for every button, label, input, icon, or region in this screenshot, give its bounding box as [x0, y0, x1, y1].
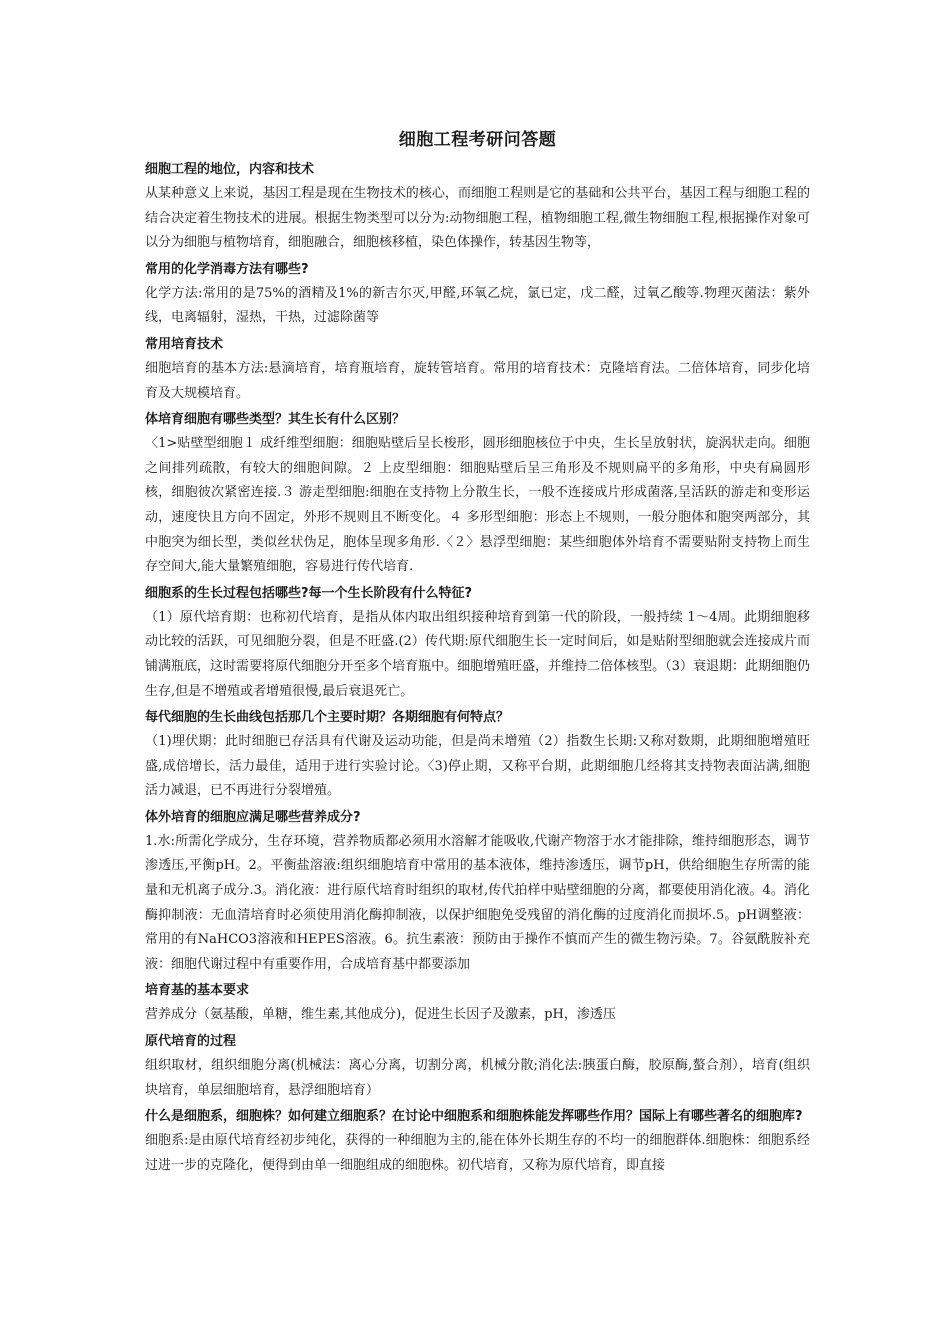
section-body: 1.水:所需化学成分，生存环境，营养物质都必须用水溶解才能吸收,代谢产物溶于水才能排除，维持细胞形态，调节渗透压,平衡pH。2。平衡盐溶液:组织细胞培育中常用的基本液体，维持渗透压，调节pH，供给细胞生存所需的能量和无机离子成分.3。消化液：进行原代培育时组织的取材,传代拍样中贴壁细胞的分离，都要使用消化液。4。消化酶抑制液：无血清培育时必须使用消化酶抑制液，以保护细胞免受残留的消化酶的过度消化而损坏.5。pH调整液：常用的有NaHCO3溶液和HEPES溶液。6。抗生素液：预防由于操作不慎而产生的微生物污染。7。谷氨酰胺补充液：细胞代谢过程中有重要作用，合成培育基中都要添加: [145, 833, 810, 972]
section-heading: 常用培育技术: [145, 336, 224, 352]
section-body: 〈1>贴壁型细胞１ 成纤维型细胞：细胞贴壁后呈长梭形，圆形细胞核位于中央，生长呈放射状，旋涡状走向。细胞之间排列疏散，有较大的细胞间隙。２ 上皮型细胞：细胞贴壁后呈三角形及不规则扁平的多角形，中央有扁圆形核，细胞彼次紧密连接.３ 游走型细胞:细胞在支持物上分散生长，一般不连接成片形成菌落,呈活跃的游走和变形运动，速度快且方向不固定，外形不规则且不断变化。４ 多形型细胞：形态上不规则，一般分胞体和胞突两部分，其中胞突为细长型，类似丝状伪足，胞体呈现多角形.〈２〉悬浮型细胞：某些细胞体外培育不需要贴附支持物上而生存空间大,能大量繁殖细胞，容易进行传代培育.: [145, 436, 810, 575]
section-body: （1)埋伏期：此时细胞已存活具有代谢及运动功能，但是尚未增殖（2）指数生长期:又称对数期，此期细胞增殖旺盛,成倍增长，活力最佳，适用于进行实验讨论。〈3)停止期，又称平台期，此期细胞几经将其支持物表面沾满,细胞活力减退，已不再进行分裂增殖。: [145, 734, 810, 799]
section-heading: 每代细胞的生长曲线包括那几个主要时期？各期细胞有何特点？: [145, 710, 510, 726]
document-content: [145, 128, 810, 1180]
section-body: （1）原代培育期：也称初代培育，是指从体内取出组织接种培育到第一代的阶段，一般持续 1～4周。此期细胞移动比较的活跃，可见细胞分裂，但是不旺盛.(2）传代期:原代细胞生长一定时间后，如是贴附型细胞就会连接成片而铺满瓶底，这时需要将原代细胞分开至多个培育瓶中。细胞增殖旺盛，并维持二倍体核型。（3）衰退期：此期细胞仍生存,但是不增殖或者增殖很慢,最后衰退死亡。: [145, 609, 810, 699]
section-body: 营养成分（氨基酸，单糖，维生素,其他成分)，促进生长因子及激素，pH，渗透压: [145, 1007, 616, 1023]
section-heading: 培育基的基本要求: [145, 983, 250, 999]
section-heading: 细胞系的生长过程包括哪些?每一个生长阶段有什么特征?: [145, 585, 473, 601]
section-body: 组织取材，组织细胞分离(机械法：离心分离，切割分离，机械分散;消化法:胰蛋白酶，胶原酶,螯合剂），培育(组织块培育，单层细胞培育，悬浮细胞培育）: [145, 1058, 810, 1098]
section-body: 从某种意义上来说，基因工程是现在生物技术的核心，而细胞工程则是它的基础和公共平台，基因工程与细胞工程的结合决定着生物技术的进展。根据生物类型可以分为:动物细胞工程，植物细胞工程,微生物细胞工程,根据操作对象可以分为细胞与植物培育，细胞融合，细胞核移植，染色体操作，转基因生物等，: [145, 186, 810, 251]
document-title: 细胞工程考研问答题: [398, 130, 557, 150]
section-heading: 常用的化学消毒方法有哪些?: [145, 261, 309, 277]
section-heading: 原代培育的过程: [145, 1034, 237, 1050]
section-heading: 细胞工程的地位，内容和技术: [145, 162, 315, 177]
section-body: 细胞系:是由原代培育经初步纯化，获得的一种细胞为主的,能在体外长期生存的不均一的细胞群体.细胞株：细胞系经过进一步的克隆化，便得到由单一细胞组成的细胞株。初代培育，又称为原代培育，即直接: [145, 1133, 810, 1173]
section-body: 化学方法:常用的是75%的酒精及1%的新吉尔灭,甲醛,环氧乙烷，氯已定，戊二醛，过氧乙酸等.物理灭菌法：紫外线，电离辐射，湿热，干热，过滤除菌等: [145, 285, 810, 326]
section-heading: 体外培育的细胞应满足哪些营养成分?: [145, 809, 361, 825]
section-heading: 体培育细胞有哪些类型？其生长有什么区别？: [145, 412, 406, 428]
section-body: 细胞培育的基本方法:悬滴培育，培育瓶培育，旋转管培育。常用的培育技术：克隆培育法。二倍体培育，同步化培育及大规模培育。: [145, 360, 810, 401]
section-heading: 什么是细胞系，细胞株？如何建立细胞系？在讨论中细胞系和细胞株能发挥哪些作用？国际上有哪些著名的细胞库?: [145, 1109, 803, 1125]
